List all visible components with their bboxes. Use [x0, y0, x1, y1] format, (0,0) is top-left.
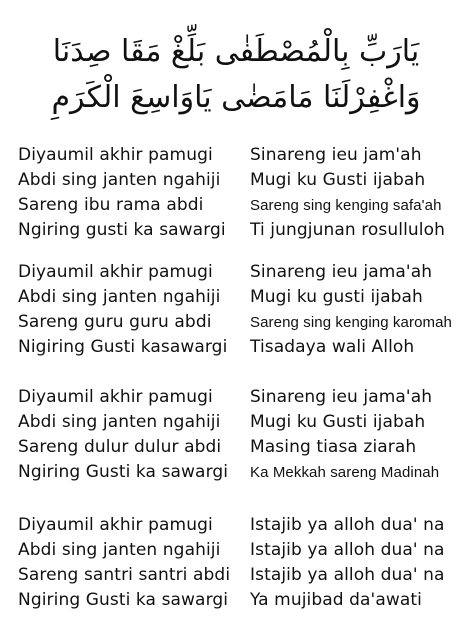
stanza-row	[0, 563, 472, 588]
left-lyric-line: Ngiring Gusti ka sawargi	[18, 462, 229, 482]
stanza-1	[0, 143, 472, 243]
right-lyric-line: Ka Mekkah sareng Madinah	[250, 464, 440, 481]
right-lyric-line: Sareng sing kenging safa'ah	[250, 197, 442, 214]
left-lyric-line: Nigiring Gusti kasawargi	[18, 337, 228, 357]
stanza-row	[0, 385, 472, 410]
right-lyric-line: Istajib ya alloh dua' na	[250, 540, 445, 560]
stanza-row	[0, 310, 472, 335]
left-lyric-line: Sareng ibu rama abdi	[18, 195, 204, 215]
right-lyric-line: Sinareng ieu jam'ah	[250, 145, 422, 165]
right-lyric-line: Mugi ku Gusti ijabah	[250, 412, 426, 432]
stanza-row	[0, 538, 472, 563]
stanza-row	[0, 218, 472, 243]
stanza-row	[0, 460, 472, 485]
right-lyric-line: Mugi ku gusti ijabah	[250, 287, 423, 307]
stanza-row	[0, 335, 472, 360]
left-lyric-line: Diyaumil akhir pamugi	[18, 515, 213, 535]
stanza-row	[0, 588, 472, 613]
left-lyric-line: Diyaumil akhir pamugi	[18, 145, 213, 165]
stanza-row	[0, 285, 472, 310]
right-lyric-line: Sinareng ieu jama'ah	[250, 262, 433, 282]
left-lyric-line: Abdi sing janten ngahiji	[18, 412, 221, 432]
left-lyric-line: Sareng guru guru abdi	[18, 312, 212, 332]
stanza-row	[0, 260, 472, 285]
left-lyric-line: Diyaumil akhir pamugi	[18, 262, 213, 282]
right-lyric-line: Sinareng ieu jama'ah	[250, 387, 433, 407]
right-lyric-line: Ya mujibad da'awati	[250, 590, 422, 610]
stanza-row	[0, 168, 472, 193]
stanza-row	[0, 143, 472, 168]
left-lyric-line: Sareng dulur dulur abdi	[18, 437, 222, 457]
right-lyric-line: Istajib ya alloh dua' na	[250, 515, 445, 535]
right-lyric-line: Mugi ku Gusti ijabah	[250, 170, 426, 190]
stanza-row	[0, 193, 472, 218]
stanza-4	[0, 513, 472, 613]
right-lyric-line: Masing tiasa ziarah	[250, 437, 417, 457]
stanza-row	[0, 410, 472, 435]
stanza-row	[0, 513, 472, 538]
left-lyric-line: Diyaumil akhir pamugi	[18, 387, 213, 407]
arabic-verse-line-2: وَاغْفِرْلَنَا مَامَضٰى يَاوَاسِعَ الْكَرَمِ	[51, 80, 421, 115]
left-lyric-line: Abdi sing janten ngahiji	[18, 287, 221, 307]
left-lyric-line: Abdi sing janten ngahiji	[18, 170, 221, 190]
right-lyric-line: Sareng sing kenging karomah	[250, 314, 452, 331]
left-lyric-line: Ngiring gusti ka sawargi	[18, 220, 226, 240]
right-lyric-line: Tisadaya wali Alloh	[250, 337, 415, 357]
stanza-row	[0, 435, 472, 460]
arabic-verse-line-1: يَارَبِّ بِالْمُصْطَفٰى بَلِّغْ مَقَا صِدَنَا	[52, 34, 420, 69]
stanza-2	[0, 260, 472, 360]
left-lyric-line: Sareng santri santri abdi	[18, 565, 231, 585]
left-lyric-line: Ngiring Gusti ka sawargi	[18, 590, 229, 610]
right-lyric-line: Istajib ya alloh dua' na	[250, 565, 445, 585]
stanza-3	[0, 385, 472, 485]
left-lyric-line: Abdi sing janten ngahiji	[18, 540, 221, 560]
right-lyric-line: Ti jungjunan rosulluloh	[250, 220, 445, 240]
